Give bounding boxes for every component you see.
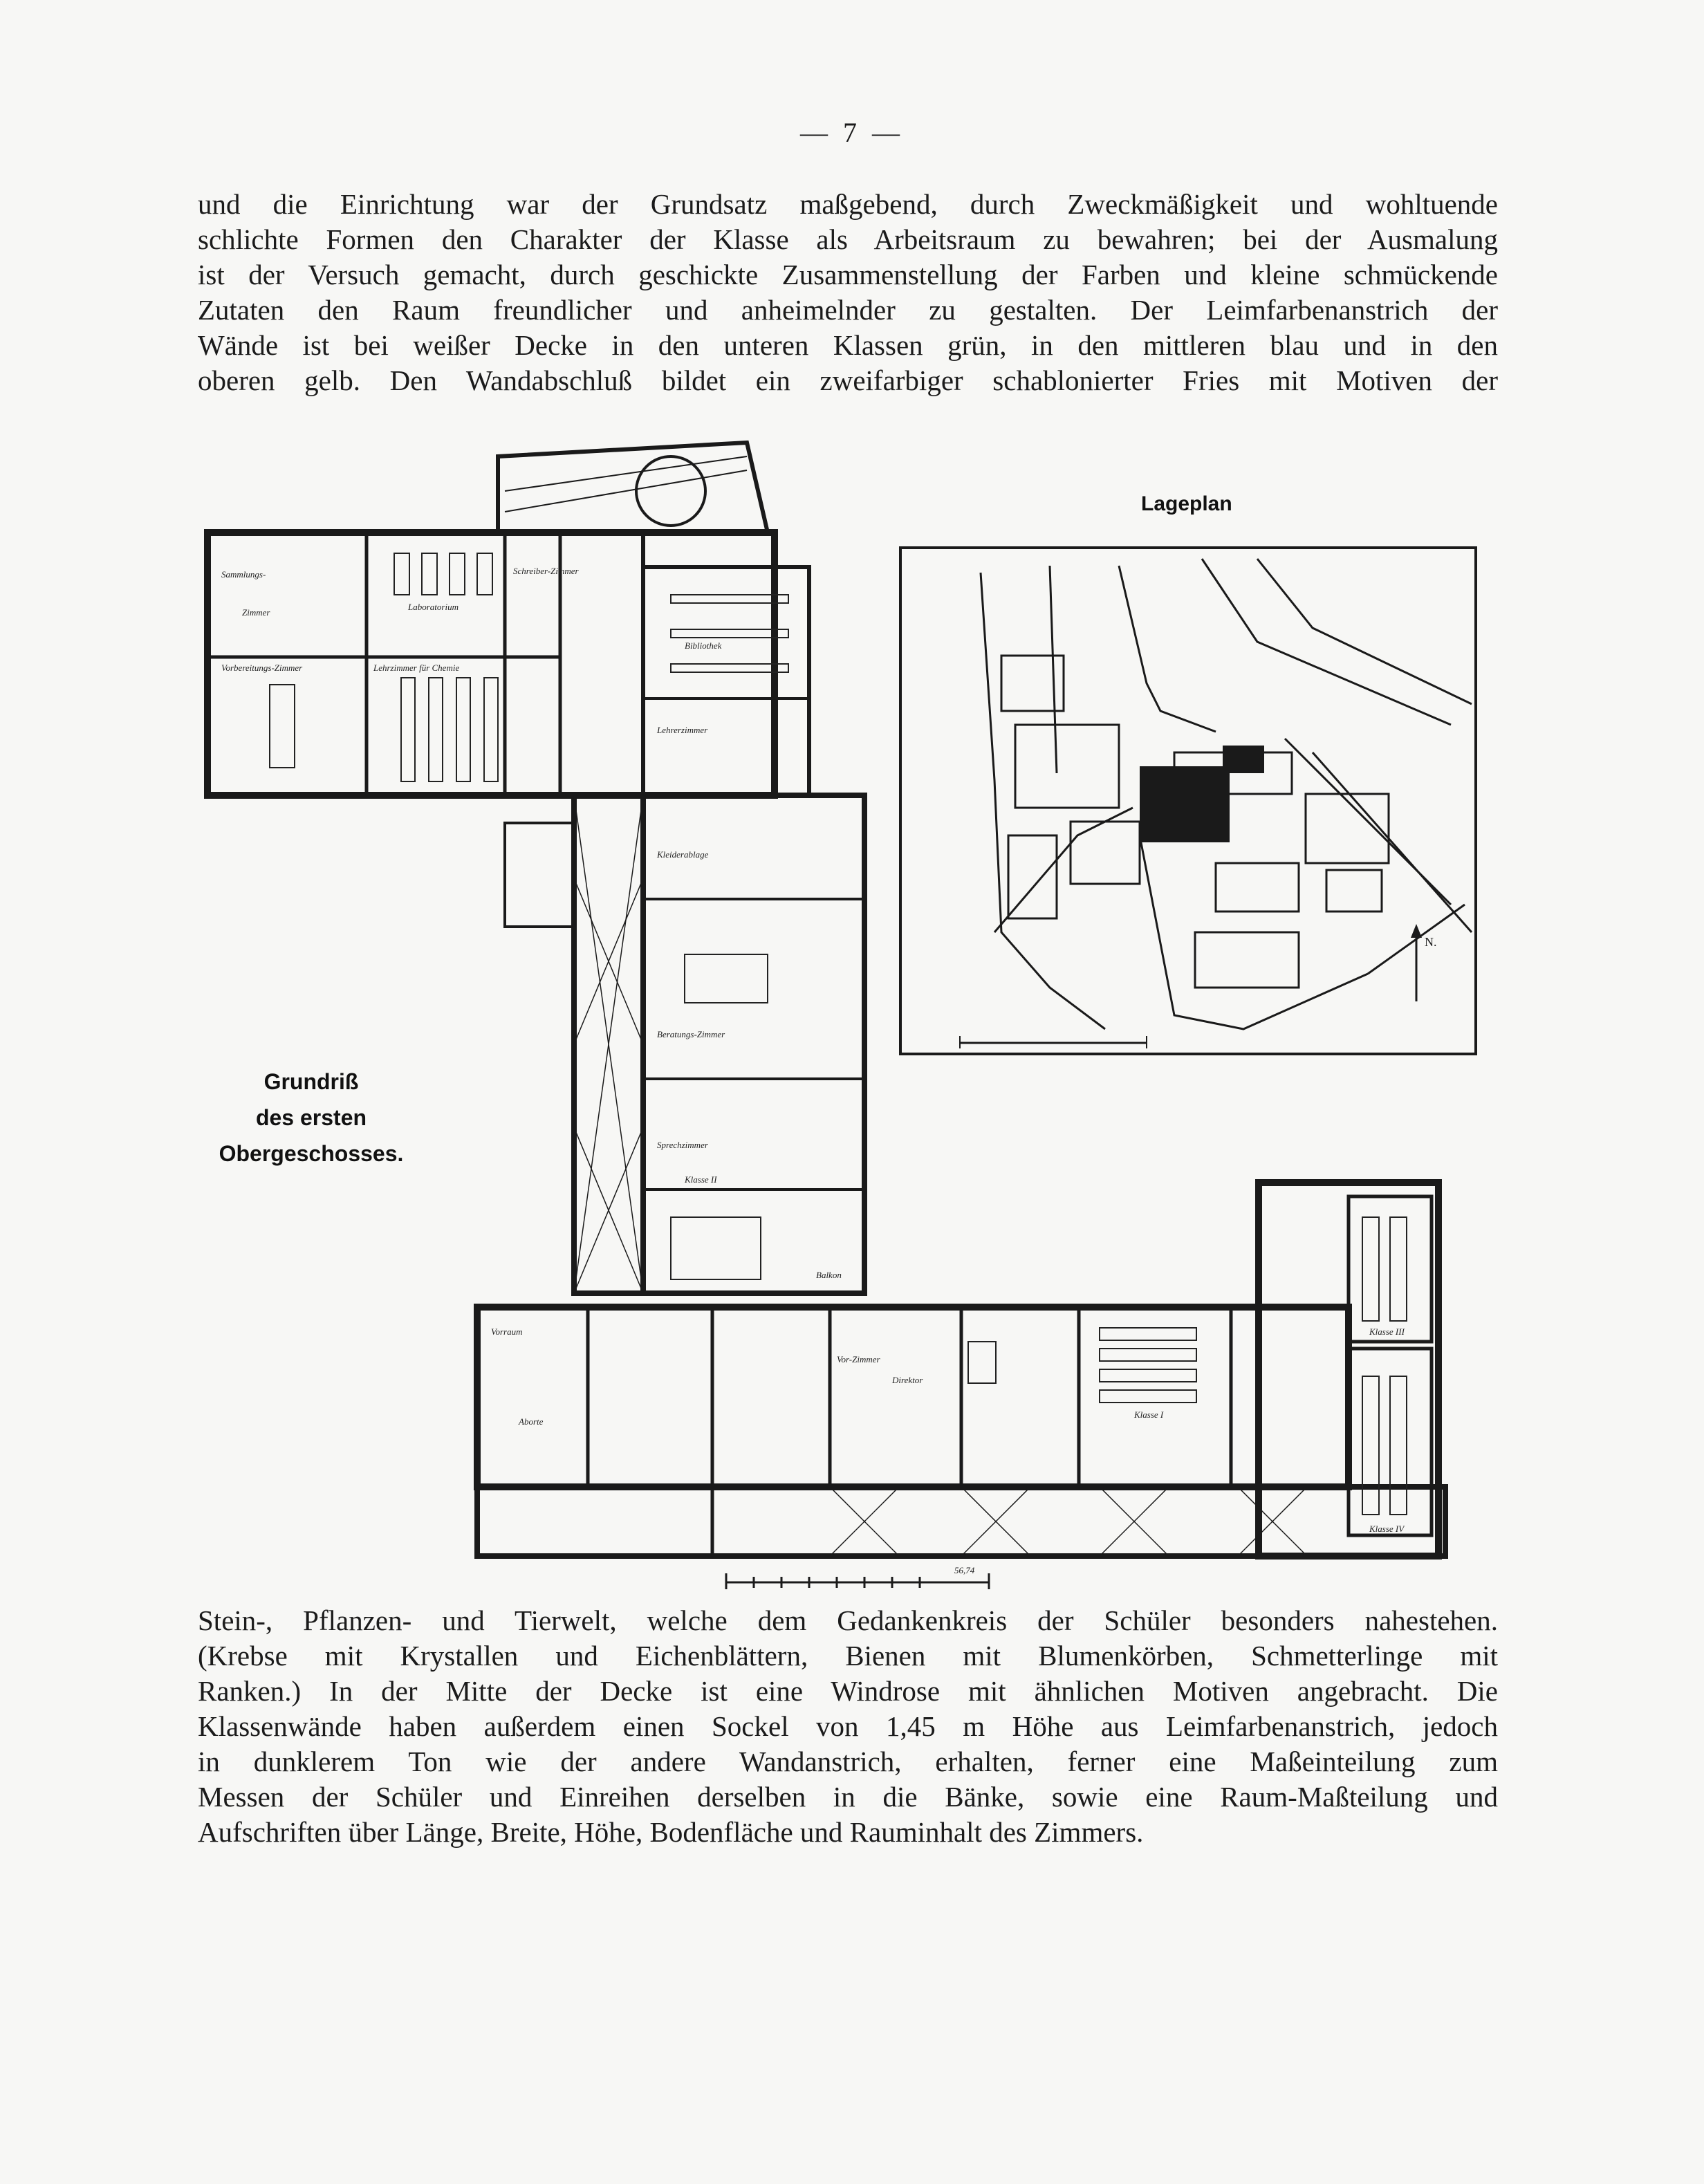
room-label: Balkon xyxy=(816,1270,842,1280)
text-line: in dunklerem Ton wie der andere Wandanstrich, erhalten, ferner eine Maßeinteilung zum xyxy=(198,1746,1498,1777)
text-line: oberen gelb. Den Wandabschluß bildet ein zweifarbiger schablonierter Fries mit Motiven der xyxy=(198,364,1498,396)
room-label: Aborte xyxy=(519,1416,544,1427)
room-label: Lehrerzimmer xyxy=(657,725,708,735)
room-label: Klasse II xyxy=(685,1174,717,1185)
room-label: Direktor xyxy=(892,1375,923,1385)
room-label: Klasse III xyxy=(1369,1326,1405,1337)
text-line: Aufschriften über Länge, Breite, Höhe, Bodenfläche und Rauminhalt des Zimmers. xyxy=(198,1816,1144,1848)
room-label: Vorbereitungs-Zimmer xyxy=(221,663,303,673)
text-line: Ranken.) In der Mitte der Decke ist eine Windrose mit ähnlichen Motiven angebracht. Die xyxy=(198,1675,1498,1707)
page-number: — 7 — xyxy=(800,117,904,148)
room-label: Beratungs-Zimmer xyxy=(657,1029,725,1039)
room-label: Vor-Zimmer xyxy=(837,1354,880,1364)
text-line: schlichte Formen den Charakter der Klasse als Arbeitsraum zu bewahren; bei der Ausmalung xyxy=(198,223,1498,255)
text-line: Zutaten den Raum freundlicher und anheimelnder zu gestalten. Der Leimfarbenanstrich der xyxy=(198,294,1498,326)
north-label: N. xyxy=(1425,935,1437,949)
room-label: Schreiber-Zimmer xyxy=(513,566,579,576)
room-label: Klasse IV xyxy=(1369,1524,1405,1534)
room-label: Bibliothek xyxy=(685,640,722,651)
text-line: Messen der Schüler und Einreihen derselben in die Bänke, sowie eine Raum-Maßteilung und xyxy=(198,1781,1498,1813)
text-line: Stein-, Pflanzen- und Tierwelt, welche dem Gedankenkreis der Schüler besonders nahestehen. xyxy=(198,1604,1498,1636)
text-line: und die Einrichtung war der Grundsatz maßgebend, durch Zweckmäßigkeit und wohltuende xyxy=(198,188,1498,220)
room-label: Zimmer xyxy=(242,607,270,618)
room-label: Lehrzimmer für Chemie xyxy=(373,663,460,673)
caption-line: des ersten xyxy=(255,1105,367,1130)
dimension-label: 56,74 xyxy=(954,1565,975,1575)
paragraph-top xyxy=(198,187,1498,398)
room-label: Kleiderablage xyxy=(657,849,709,860)
room-label: Vorraum xyxy=(491,1326,523,1337)
floorplan-caption xyxy=(207,1064,415,1172)
paragraph-bottom xyxy=(198,1603,1498,1850)
site-plan-title: Lageplan xyxy=(1141,492,1232,515)
room-label: Sprechzimmer xyxy=(657,1140,708,1150)
room-label: Sammlungs- xyxy=(221,569,266,580)
caption-line: Grundriß xyxy=(263,1069,359,1094)
room-label: Klasse I xyxy=(1134,1409,1164,1420)
site-plan-drawing xyxy=(898,545,1479,1057)
text-line: Wände ist bei weißer Decke in den unteren Klassen grün, in den mittleren blau und in den xyxy=(198,329,1498,361)
text-line: Klassenwände haben außerdem einen Sockel von 1,45 m Höhe aus Leimfarbenanstrich, jedoch xyxy=(198,1710,1498,1742)
caption-line: Obergeschosses. xyxy=(219,1141,404,1166)
room-label: Laboratorium xyxy=(408,602,459,612)
text-line: ist der Versuch gemacht, durch geschickte Zusammenstellung der Farben und kleine schmückende xyxy=(198,259,1498,290)
text-line: (Krebse mit Krystallen und Eichenblättern, Bienen mit Blumenkörben, Schmetterlinge mit xyxy=(198,1640,1498,1672)
